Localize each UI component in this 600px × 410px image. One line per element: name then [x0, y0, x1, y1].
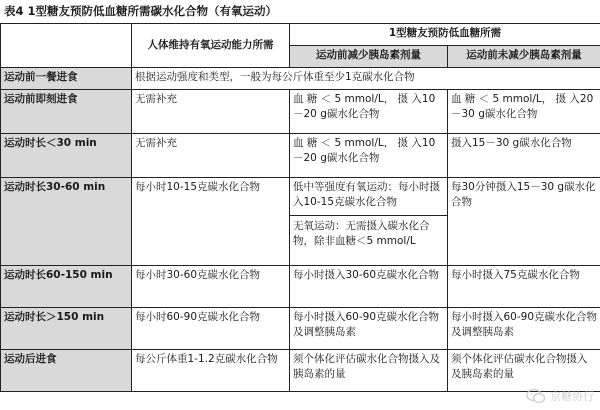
- cell-reduce: 须个体化评估碳水化合物摄入及胰岛素的量: [290, 350, 448, 392]
- table-row: [1, 90, 600, 134]
- cell-ability: 每小时30-60克碳水化合物: [132, 266, 290, 308]
- row-label: 运动时长30-60 min: [1, 178, 132, 266]
- table-caption: 表4 1型糖友预防低血糖所需碳水化合物（有氧运动）: [4, 4, 278, 18]
- cell-reduce: 血 糖 ＜ 5 mmol/L， 摄 入10－20 g碳水化合物: [290, 90, 448, 134]
- cell-reduce: 每小时摄入60-90克碳水化合物及调整胰岛素: [290, 308, 448, 350]
- header-reduce: 运动前减少胰岛素剂量: [290, 46, 448, 68]
- table-row: [1, 134, 600, 178]
- header-noreduce: 运动前未减少胰岛素剂量: [448, 46, 600, 68]
- cell-noreduce: 每30分钟摄入15－30 g碳水化合物: [448, 178, 600, 266]
- cell-ability: 每小时10-15克碳水化合物: [132, 178, 290, 266]
- carb-table: [0, 23, 600, 392]
- cell-reduce: 每小时摄入30-60克碳水化合物: [290, 266, 448, 308]
- cell-noreduce: 每小时摄入60-90克碳水化合物及调整胰岛素: [448, 308, 600, 350]
- row-label: 运动前一餐进食: [1, 68, 132, 90]
- cell-ability: 每公斤体重1-1.2克碳水化合物: [132, 350, 290, 392]
- cell-ability: 无需补充: [132, 134, 290, 178]
- row-label: 运动时长＞150 min: [1, 308, 132, 350]
- cell-noreduce: 须个体化评估碳水化合物摄入及胰岛素的量: [448, 350, 600, 392]
- cell-reduce: 血 糖 ＜ 5 mmol/L， 摄 入10－20 g碳水化合物: [290, 134, 448, 178]
- table-row: [1, 178, 600, 266]
- header-main: 1型糖友预防低血糖所需: [290, 24, 600, 46]
- cell-noreduce: 摄入15－30 g碳水化合物: [448, 134, 600, 178]
- table-row: [1, 68, 600, 90]
- cell-ability: 每小时60-90克碳水化合物: [132, 308, 290, 350]
- row-label: 运动前即刻进食: [1, 90, 132, 134]
- row-label: 运动时长＜30 min: [1, 134, 132, 178]
- cell-reduce-anaerobic: 无氧运动：无需摄入碳水化合物，除非血糖＜5 mmol/L: [290, 215, 447, 249]
- header-ability: 人体维持有氧运动能力所需: [132, 24, 290, 68]
- row-label: 运动时长60-150 min: [1, 266, 132, 308]
- table-row: [1, 350, 600, 392]
- table-row: [1, 308, 600, 350]
- cell-ability: 无需补充: [132, 90, 290, 134]
- cell-reduce: [290, 178, 448, 266]
- table-row: [1, 266, 600, 308]
- corner-cell: [1, 24, 132, 68]
- cell-noreduce: 每小时摄入75克碳水化合物: [448, 266, 600, 308]
- row-label: 运动后进食: [1, 350, 132, 392]
- row-merged-cell: 根据运动强度和类型，一般为每公斤体重至少1克碳水化合物: [132, 68, 600, 90]
- watermark-text: 京糖协行: [550, 390, 594, 403]
- cell-noreduce: 血 糖 ＜ 5 mmol/L， 摄 入20－30 g碳水化合物: [448, 90, 600, 134]
- cell-reduce-aerobic: 低中等强度有氧运动：每小时摄入10-15克碳水化合物: [293, 181, 440, 208]
